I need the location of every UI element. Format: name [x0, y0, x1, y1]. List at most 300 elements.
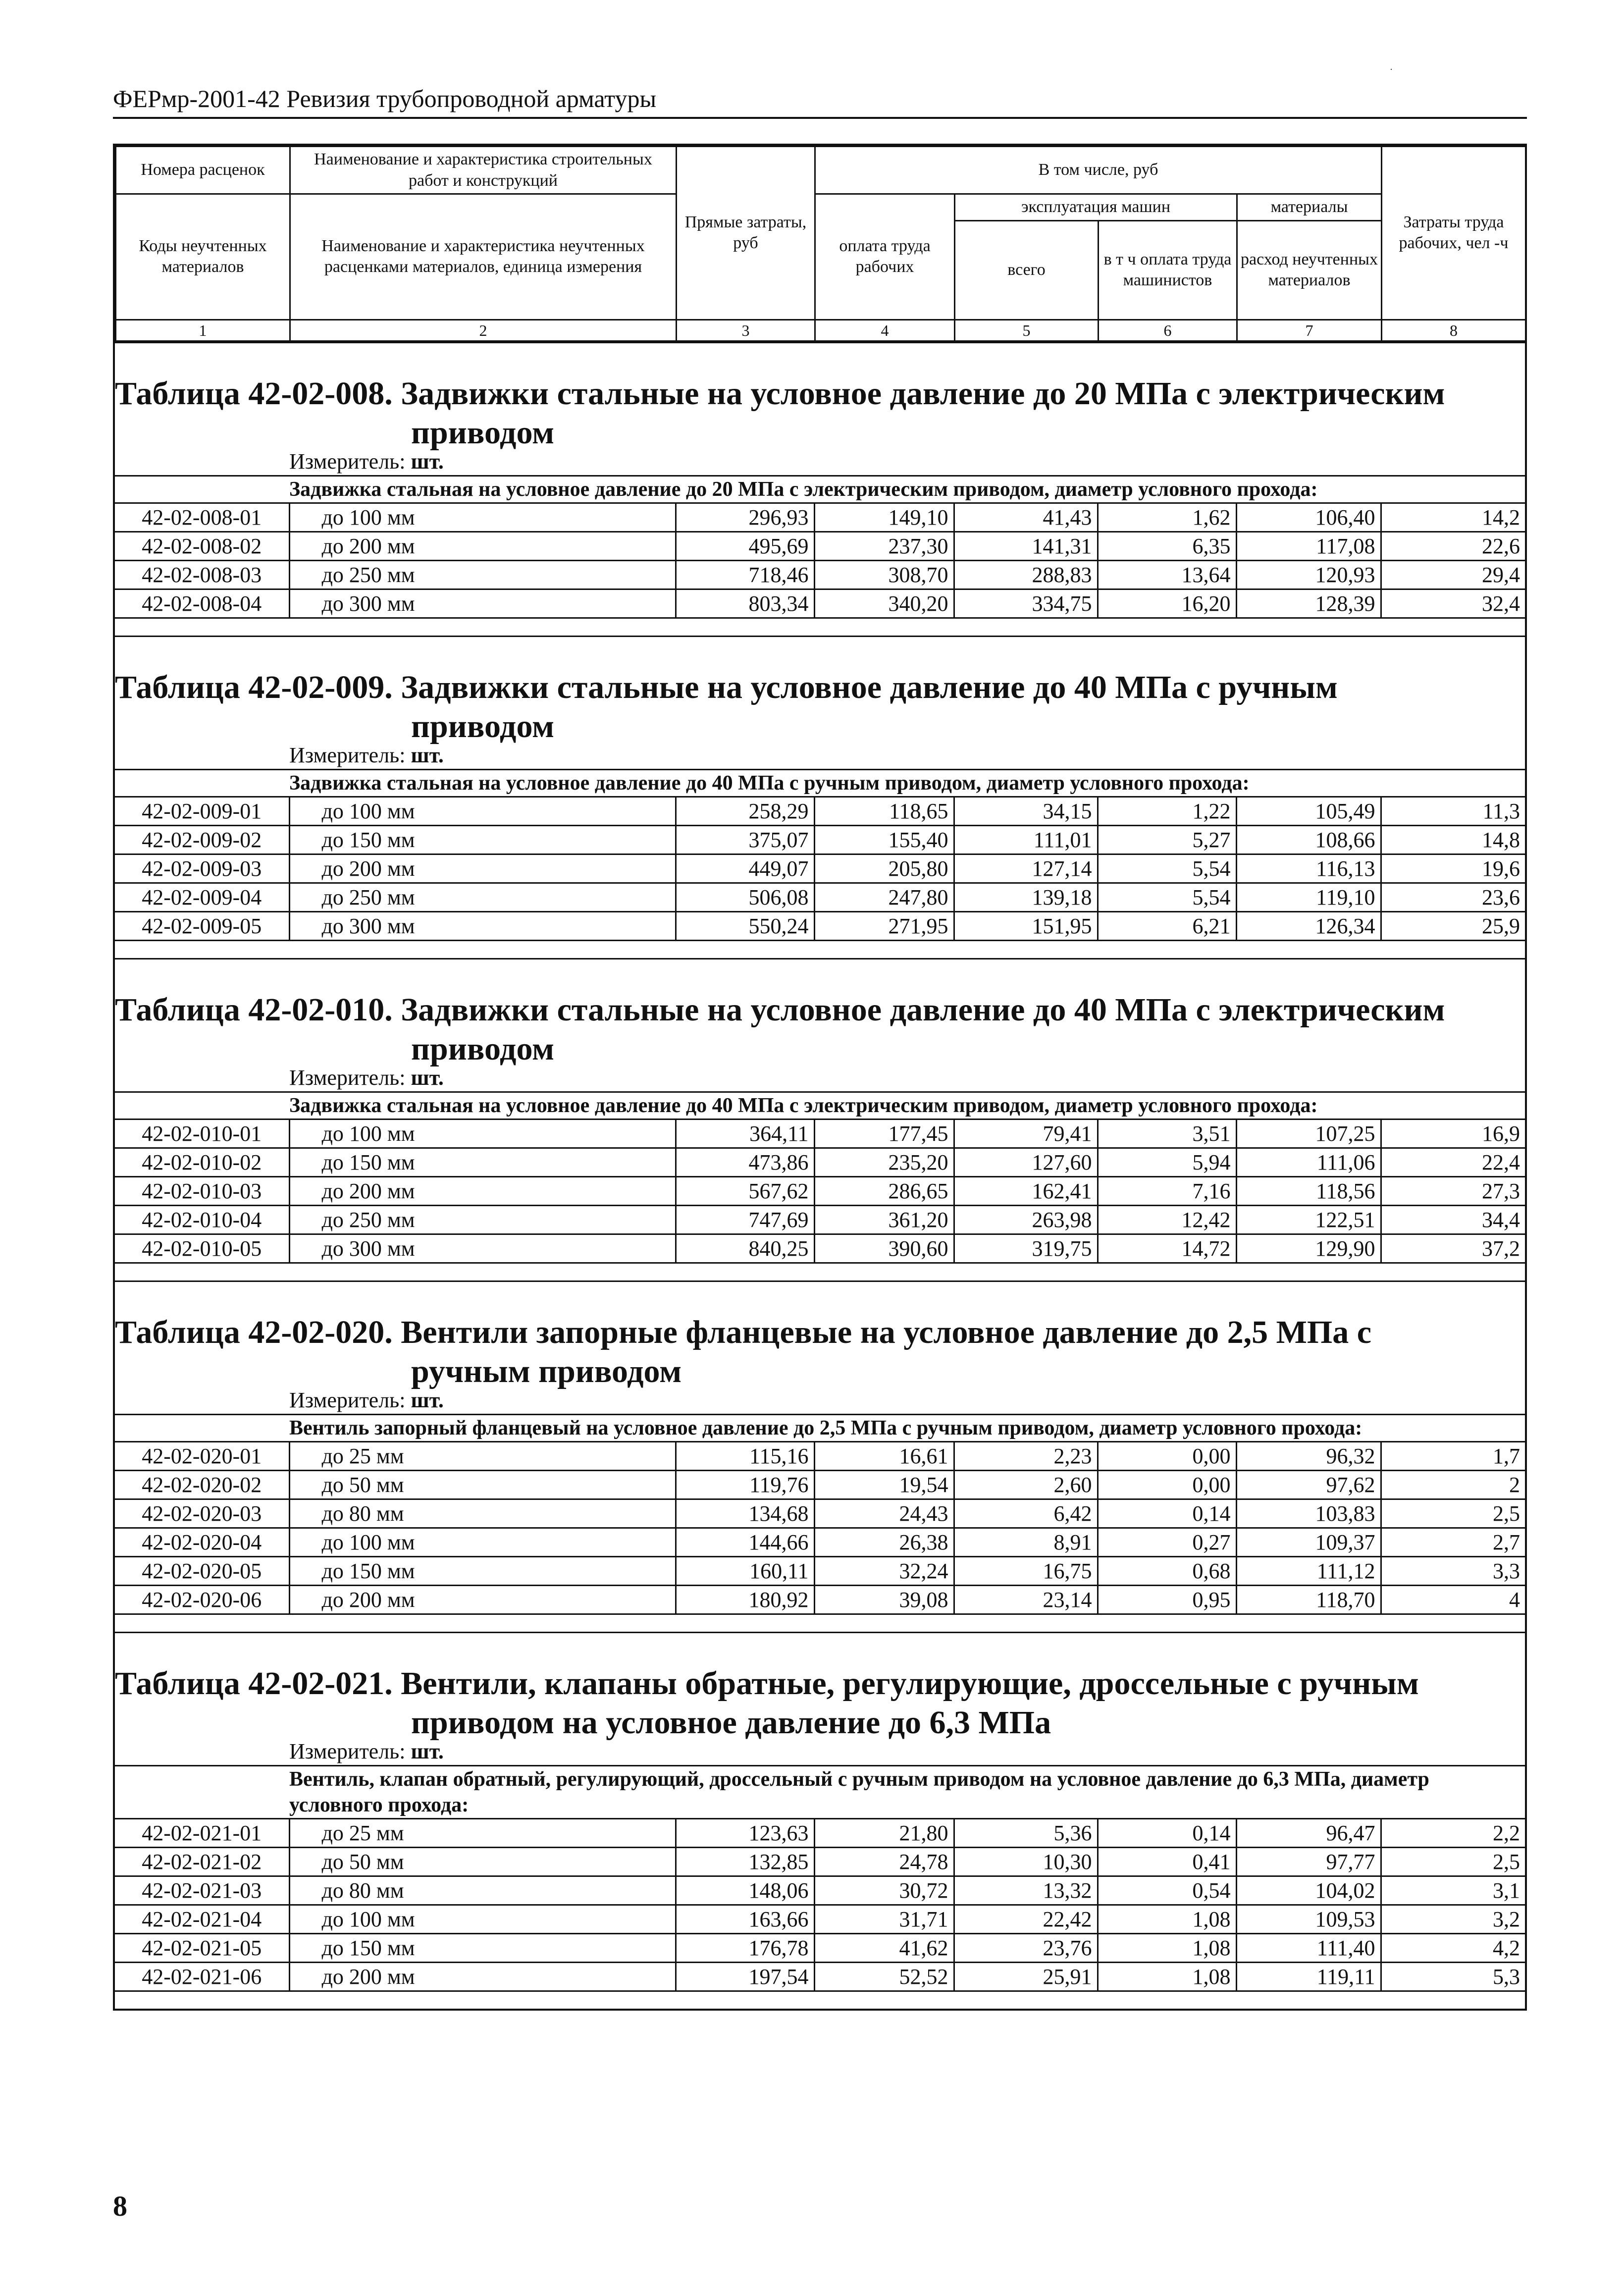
cell-labor: 19,54: [814, 1470, 954, 1499]
cell-materials: 117,08: [1236, 532, 1381, 560]
cell-materials: 96,47: [1236, 1819, 1381, 1848]
header-codes-top: Номера расценок: [116, 147, 290, 194]
cell-machines: 139,18: [954, 883, 1098, 911]
cell-materials: 118,56: [1236, 1176, 1381, 1205]
col-number: 5: [955, 320, 1099, 341]
cell-labor: 205,80: [814, 854, 954, 883]
cell-hours: 5,3: [1381, 1962, 1525, 1991]
meter-label: Измеритель:: [289, 1739, 411, 1763]
cell-materials: 129,90: [1236, 1234, 1381, 1263]
cell-machinists: 7,16: [1098, 1176, 1236, 1205]
col-number: 7: [1237, 320, 1382, 341]
cell-machines: 162,41: [954, 1176, 1098, 1205]
table-row: [115, 1120, 1525, 1148]
cell-name: до 200 мм: [289, 854, 676, 883]
cell-machines: 34,15: [954, 798, 1098, 826]
cell-name: до 80 мм: [289, 1876, 676, 1905]
cell-direct: 160,11: [676, 1556, 814, 1585]
cell-machines: 111,01: [954, 825, 1098, 854]
table-row: [115, 1876, 1525, 1905]
section-title-line: Таблица 42-02-009. Задвижки стальные на условное давление до 40 МПа с ручным: [115, 669, 1338, 705]
rates-table: [115, 1120, 1525, 1264]
section-title-line: ручным приводом: [411, 1353, 682, 1389]
cell-materials: 122,51: [1236, 1205, 1381, 1234]
cell-materials: 111,12: [1236, 1556, 1381, 1585]
cell-machinists: 14,72: [1098, 1234, 1236, 1263]
section-spacer: [115, 1992, 1525, 2009]
cell-direct: 115,16: [676, 1442, 814, 1471]
cell-code: 42-02-009-01: [115, 798, 289, 826]
section-spacer: [115, 941, 1525, 958]
scan-mark: ·: [1390, 64, 1393, 74]
cell-code: 42-02-020-06: [115, 1585, 289, 1614]
cell-machines: 141,31: [954, 532, 1098, 560]
meter-label: Измеритель:: [289, 449, 411, 474]
cell-machines: 6,42: [954, 1499, 1098, 1528]
cell-hours: 2,7: [1381, 1528, 1525, 1556]
header-names-bottom: Наименование и характеристика неучтенных расценками материалов, единица измерения: [290, 194, 677, 320]
cell-direct: 258,29: [676, 798, 814, 826]
cell-direct: 495,69: [676, 532, 814, 560]
cell-name: до 50 мм: [289, 1847, 676, 1876]
cell-direct: 840,25: [676, 1234, 814, 1263]
cell-hours: 14,2: [1381, 504, 1525, 532]
header-names-top: Наименование и характеристика строительных работ и конструкций: [290, 147, 677, 194]
cell-labor: 24,78: [814, 1847, 954, 1876]
cell-machines: 288,83: [954, 560, 1098, 589]
cell-labor: 177,45: [814, 1120, 954, 1148]
group-label: Вентиль запорный фланцевый на условное давление до 2,5 МПа с ручным приводом, диаметр условного прохода:: [115, 1414, 1525, 1442]
cell-direct: 803,34: [676, 589, 814, 618]
cell-materials: 111,40: [1236, 1933, 1381, 1962]
cell-machinists: 13,64: [1098, 560, 1236, 589]
cell-code: 42-02-008-04: [115, 589, 289, 618]
meter-label: Измеритель:: [289, 1065, 411, 1090]
cell-direct: 364,11: [676, 1120, 814, 1148]
cell-name: до 25 мм: [289, 1819, 676, 1848]
cell-code: 42-02-021-04: [115, 1905, 289, 1933]
cell-code: 42-02-021-01: [115, 1819, 289, 1848]
section-title: [115, 959, 1525, 1065]
cell-materials: 128,39: [1236, 589, 1381, 618]
header-direct-costs: Прямые затраты, руб: [677, 147, 815, 320]
cell-direct: 449,07: [676, 854, 814, 883]
table-row: [115, 1905, 1525, 1933]
cell-name: до 100 мм: [289, 1120, 676, 1148]
header-rule: [113, 117, 1527, 119]
cell-name: до 200 мм: [289, 1176, 676, 1205]
cell-direct: 473,86: [676, 1148, 814, 1176]
cell-labor: 39,08: [814, 1585, 954, 1614]
cell-machines: 127,60: [954, 1148, 1098, 1176]
cell-direct: 375,07: [676, 825, 814, 854]
cell-labor: 235,20: [814, 1148, 954, 1176]
cell-machinists: 0,41: [1098, 1847, 1236, 1876]
cell-direct: 176,78: [676, 1933, 814, 1962]
cell-direct: 197,54: [676, 1962, 814, 1991]
table-row: [115, 1148, 1525, 1176]
section-title: [115, 637, 1525, 745]
cell-labor: 30,72: [814, 1876, 954, 1905]
cell-materials: 118,70: [1236, 1585, 1381, 1614]
rates-document: [113, 144, 1527, 2011]
cell-machines: 10,30: [954, 1847, 1098, 1876]
table-row: [115, 798, 1525, 826]
table-row: [115, 560, 1525, 589]
cell-materials: 105,49: [1236, 798, 1381, 826]
cell-hours: 3,3: [1381, 1556, 1525, 1585]
cell-materials: 96,32: [1236, 1442, 1381, 1471]
cell-code: 42-02-020-03: [115, 1499, 289, 1528]
group-label: Задвижка стальная на условное давление до 20 МПа с электрическим приводом, диаметр условного прохода:: [115, 475, 1525, 504]
section-title-line: приводом: [411, 414, 555, 451]
cell-hours: 27,3: [1381, 1176, 1525, 1205]
table-row: [115, 589, 1525, 618]
cell-code: 42-02-009-03: [115, 854, 289, 883]
cell-materials: 97,77: [1236, 1847, 1381, 1876]
cell-name: до 250 мм: [289, 1205, 676, 1234]
cell-name: до 200 мм: [289, 532, 676, 560]
cell-machines: 16,75: [954, 1556, 1098, 1585]
cell-direct: 119,76: [676, 1470, 814, 1499]
cell-machinists: 1,08: [1098, 1962, 1236, 1991]
cell-hours: 4,2: [1381, 1933, 1525, 1962]
header-machines: эксплуатация машин: [955, 194, 1237, 221]
cell-hours: 3,2: [1381, 1905, 1525, 1933]
cell-machines: 13,32: [954, 1876, 1098, 1905]
cell-name: до 100 мм: [289, 1528, 676, 1556]
cell-machinists: 0,54: [1098, 1876, 1236, 1905]
table-row: [115, 825, 1525, 854]
cell-name: до 100 мм: [289, 504, 676, 532]
table-row: [115, 1933, 1525, 1962]
page-header: ФЕРмр-2001-42 Ревизия трубопроводной арматуры: [113, 85, 657, 112]
cell-code: 42-02-010-04: [115, 1205, 289, 1234]
cell-code: 42-02-010-05: [115, 1234, 289, 1263]
cell-name: до 50 мм: [289, 1470, 676, 1499]
col-number: 2: [290, 320, 677, 341]
cell-direct: 148,06: [676, 1876, 814, 1905]
cell-code: 42-02-009-04: [115, 883, 289, 911]
cell-code: 42-02-020-04: [115, 1528, 289, 1556]
table-row: [115, 883, 1525, 911]
cell-labor: 24,43: [814, 1499, 954, 1528]
section-title-line: Таблица 42-02-010. Задвижки стальные на условное давление до 40 МПа с электрическим: [115, 991, 1445, 1028]
cell-code: 42-02-009-02: [115, 825, 289, 854]
table-section: [115, 342, 1525, 636]
cell-labor: 26,38: [814, 1528, 954, 1556]
cell-machinists: 0,68: [1098, 1556, 1236, 1585]
cell-machines: 5,36: [954, 1819, 1098, 1848]
section-spacer: [115, 1615, 1525, 1632]
cell-name: до 100 мм: [289, 798, 676, 826]
header-codes-bottom: Коды неучтенных материалов: [116, 194, 290, 320]
cell-code: 42-02-010-01: [115, 1120, 289, 1148]
cell-direct: 550,24: [676, 911, 814, 940]
section-title-line: Таблица 42-02-020. Вентили запорные фланцевые на условное давление до 2,5 МПа с: [115, 1314, 1372, 1350]
cell-hours: 29,4: [1381, 560, 1525, 589]
table-row: [115, 1819, 1525, 1848]
cell-labor: 237,30: [814, 532, 954, 560]
cell-name: до 200 мм: [289, 1585, 676, 1614]
table-section: [115, 958, 1525, 1280]
cell-machinists: 0,14: [1098, 1819, 1236, 1848]
cell-materials: 106,40: [1236, 504, 1381, 532]
cell-code: 42-02-008-03: [115, 560, 289, 589]
cell-labor: 16,61: [814, 1442, 954, 1471]
cell-code: 42-02-021-05: [115, 1933, 289, 1962]
cell-labor: 286,65: [814, 1176, 954, 1205]
col-number: 3: [677, 320, 815, 341]
cell-machinists: 5,54: [1098, 854, 1236, 883]
cell-name: до 250 мм: [289, 883, 676, 911]
col-number: 6: [1099, 320, 1237, 341]
cell-labor: 340,20: [814, 589, 954, 618]
cell-labor: 361,20: [814, 1205, 954, 1234]
cell-direct: 296,93: [676, 504, 814, 532]
cell-direct: 718,46: [676, 560, 814, 589]
cell-hours: 37,2: [1381, 1234, 1525, 1263]
cell-code: 42-02-009-05: [115, 911, 289, 940]
cell-name: до 150 мм: [289, 825, 676, 854]
cell-hours: 19,6: [1381, 854, 1525, 883]
cell-machines: 23,76: [954, 1933, 1098, 1962]
cell-machinists: 0,00: [1098, 1442, 1236, 1471]
section-title-line: Таблица 42-02-008. Задвижки стальные на условное давление до 20 МПа с электрическим: [115, 375, 1445, 412]
table-section: [115, 1632, 1525, 2009]
page-number: 8: [113, 2190, 127, 2222]
rates-table: [115, 1442, 1525, 1615]
rates-table: [115, 1819, 1525, 1992]
cell-code: 42-02-021-02: [115, 1847, 289, 1876]
cell-hours: 14,8: [1381, 825, 1525, 854]
cell-code: 42-02-021-03: [115, 1876, 289, 1905]
cell-materials: 109,53: [1236, 1905, 1381, 1933]
cell-labor: 155,40: [814, 825, 954, 854]
cell-machines: 2,60: [954, 1470, 1098, 1499]
cell-code: 42-02-008-01: [115, 504, 289, 532]
group-label: Задвижка стальная на условное давление до 40 МПа с ручным приводом, диаметр условного прохода:: [115, 769, 1525, 798]
header-machines-total: всего: [955, 220, 1099, 320]
cell-machines: 127,14: [954, 854, 1098, 883]
cell-direct: 163,66: [676, 1905, 814, 1933]
section-title-line: приводом на условное давление до 6,3 МПа: [411, 1704, 1051, 1741]
cell-machines: 151,95: [954, 911, 1098, 940]
cell-labor: 31,71: [814, 1905, 954, 1933]
cell-machines: 334,75: [954, 589, 1098, 618]
section-spacer: [115, 1264, 1525, 1280]
cell-labor: 247,80: [814, 883, 954, 911]
cell-hours: 25,9: [1381, 911, 1525, 940]
cell-machines: 25,91: [954, 1962, 1098, 1991]
table-row: [115, 1585, 1525, 1614]
section-spacer: [115, 619, 1525, 636]
cell-machines: 319,75: [954, 1234, 1098, 1263]
cell-direct: 132,85: [676, 1847, 814, 1876]
header-labor-costs: Затраты труда рабочих, чел -ч: [1382, 147, 1526, 320]
cell-machinists: 0,27: [1098, 1528, 1236, 1556]
cell-machines: 79,41: [954, 1120, 1098, 1148]
cell-code: 42-02-008-02: [115, 532, 289, 560]
col-number: 8: [1382, 320, 1526, 341]
cell-machinists: 5,54: [1098, 883, 1236, 911]
cell-machines: 2,23: [954, 1442, 1098, 1471]
cell-name: до 150 мм: [289, 1933, 676, 1962]
header-materials-consumption: расход неучтенных материалов: [1237, 220, 1382, 320]
section-title-line: Таблица 42-02-021. Вентили, клапаны обратные, регулирующие, дроссельные с ручным: [115, 1665, 1419, 1702]
table-row: [115, 854, 1525, 883]
col-number: 1: [116, 320, 290, 341]
cell-name: до 150 мм: [289, 1556, 676, 1585]
cell-labor: 149,10: [814, 504, 954, 532]
cell-direct: 123,63: [676, 1819, 814, 1848]
cell-hours: 22,6: [1381, 532, 1525, 560]
section-title-line: приводом: [411, 1030, 555, 1067]
table-row: [115, 504, 1525, 532]
cell-hours: 2: [1381, 1470, 1525, 1499]
cell-hours: 3,1: [1381, 1876, 1525, 1905]
table-row: [115, 532, 1525, 560]
cell-direct: 180,92: [676, 1585, 814, 1614]
cell-machinists: 3,51: [1098, 1120, 1236, 1148]
meter-unit: шт.: [411, 449, 444, 474]
cell-materials: 111,06: [1236, 1148, 1381, 1176]
meter-unit: шт.: [411, 1739, 444, 1763]
cell-machinists: 16,20: [1098, 589, 1236, 618]
rates-table: [115, 798, 1525, 941]
meter-unit: шт.: [411, 743, 444, 767]
cell-materials: 103,83: [1236, 1499, 1381, 1528]
cell-labor: 21,80: [814, 1819, 954, 1848]
cell-hours: 32,4: [1381, 589, 1525, 618]
cell-hours: 16,9: [1381, 1120, 1525, 1148]
header-materials: материалы: [1237, 194, 1382, 221]
cell-machinists: 1,22: [1098, 798, 1236, 826]
group-label: Вентиль, клапан обратный, регулирующий, дроссельный с ручным приводом на условное давление до 6,3 МПа, диаметр условного прохода:: [115, 1765, 1525, 1819]
cell-hours: 23,6: [1381, 883, 1525, 911]
cell-machinists: 0,14: [1098, 1499, 1236, 1528]
section-title: [115, 1633, 1525, 1741]
cell-name: до 300 мм: [289, 911, 676, 940]
table-row: [115, 1847, 1525, 1876]
cell-machinists: 1,62: [1098, 504, 1236, 532]
cell-hours: 4: [1381, 1585, 1525, 1614]
table-row: [115, 1442, 1525, 1471]
cell-code: 42-02-020-01: [115, 1442, 289, 1471]
cell-machinists: 6,35: [1098, 532, 1236, 560]
cell-materials: 119,10: [1236, 883, 1381, 911]
meter-unit: шт.: [411, 1065, 444, 1090]
section-title: [115, 343, 1525, 451]
cell-materials: 109,37: [1236, 1528, 1381, 1556]
cell-name: до 100 мм: [289, 1905, 676, 1933]
cell-code: 42-02-010-03: [115, 1176, 289, 1205]
cell-materials: 119,11: [1236, 1962, 1381, 1991]
table-row: [115, 1528, 1525, 1556]
cell-direct: 567,62: [676, 1176, 814, 1205]
meter-label: Измеритель:: [289, 743, 411, 767]
cell-name: до 300 мм: [289, 589, 676, 618]
cell-machinists: 1,08: [1098, 1905, 1236, 1933]
cell-labor: 32,24: [814, 1556, 954, 1585]
header-labor-pay: оплата труда рабочих: [815, 194, 955, 320]
cell-labor: 390,60: [814, 1234, 954, 1263]
header-machinists-pay: в т ч оплата труда машинистов: [1099, 220, 1237, 320]
cell-code: 42-02-020-05: [115, 1556, 289, 1585]
cell-code: 42-02-021-06: [115, 1962, 289, 1991]
cell-labor: 308,70: [814, 560, 954, 589]
cell-hours: 22,4: [1381, 1148, 1525, 1176]
section-title: [115, 1282, 1525, 1387]
header-including: В том числе, руб: [815, 147, 1382, 194]
cell-direct: 747,69: [676, 1205, 814, 1234]
cell-machinists: 1,08: [1098, 1933, 1236, 1962]
cell-name: до 250 мм: [289, 560, 676, 589]
meter-label: Измеритель:: [289, 1387, 411, 1412]
cell-materials: 120,93: [1236, 560, 1381, 589]
cell-name: до 200 мм: [289, 1962, 676, 1991]
cell-materials: 108,66: [1236, 825, 1381, 854]
cell-name: до 25 мм: [289, 1442, 676, 1471]
cell-name: до 300 мм: [289, 1234, 676, 1263]
cell-hours: 2,5: [1381, 1499, 1525, 1528]
cell-materials: 97,62: [1236, 1470, 1381, 1499]
table-header: [115, 146, 1526, 342]
cell-machinists: 0,95: [1098, 1585, 1236, 1614]
cell-labor: 41,62: [814, 1933, 954, 1962]
cell-machinists: 0,00: [1098, 1470, 1236, 1499]
cell-code: 42-02-010-02: [115, 1148, 289, 1176]
table-row: [115, 1234, 1525, 1263]
cell-hours: 1,7: [1381, 1442, 1525, 1471]
table-row: [115, 911, 1525, 940]
cell-labor: 52,52: [814, 1962, 954, 1991]
cell-labor: 118,65: [814, 798, 954, 826]
cell-direct: 144,66: [676, 1528, 814, 1556]
cell-materials: 104,02: [1236, 1876, 1381, 1905]
cell-direct: 134,68: [676, 1499, 814, 1528]
table-section: [115, 636, 1525, 958]
table-row: [115, 1205, 1525, 1234]
cell-name: до 150 мм: [289, 1148, 676, 1176]
table-row: [115, 1499, 1525, 1528]
cell-hours: 2,5: [1381, 1847, 1525, 1876]
cell-machines: 22,42: [954, 1905, 1098, 1933]
cell-machinists: 6,21: [1098, 911, 1236, 940]
rates-table: [115, 504, 1525, 619]
cell-code: 42-02-020-02: [115, 1470, 289, 1499]
cell-hours: 34,4: [1381, 1205, 1525, 1234]
cell-materials: 116,13: [1236, 854, 1381, 883]
table-row: [115, 1176, 1525, 1205]
table-row: [115, 1556, 1525, 1585]
cell-name: до 80 мм: [289, 1499, 676, 1528]
cell-machines: 41,43: [954, 504, 1098, 532]
cell-materials: 126,34: [1236, 911, 1381, 940]
section-title-line: приводом: [411, 708, 555, 745]
col-number: 4: [815, 320, 955, 341]
cell-machinists: 5,27: [1098, 825, 1236, 854]
cell-machines: 8,91: [954, 1528, 1098, 1556]
table-row: [115, 1470, 1525, 1499]
cell-machinists: 12,42: [1098, 1205, 1236, 1234]
cell-hours: 11,3: [1381, 798, 1525, 826]
cell-materials: 107,25: [1236, 1120, 1381, 1148]
cell-labor: 271,95: [814, 911, 954, 940]
cell-machines: 23,14: [954, 1585, 1098, 1614]
cell-machinists: 5,94: [1098, 1148, 1236, 1176]
sections-container: [115, 342, 1525, 2009]
